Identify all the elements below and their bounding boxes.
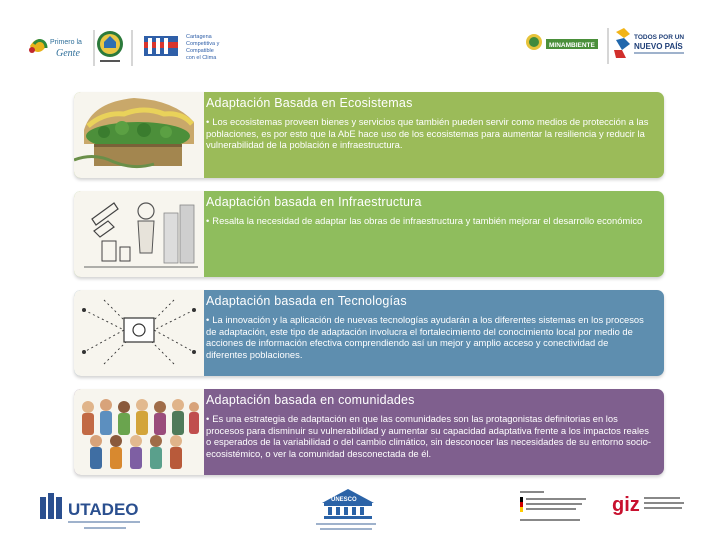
partner-logos-right: [516, 22, 696, 70]
bullet-dot: •: [206, 314, 210, 325]
card-title: Adaptación basada en Tecnologías: [206, 294, 407, 308]
unesco-logo: [316, 489, 376, 530]
card-bullet: [206, 116, 652, 151]
ecosystem-illustration: [74, 92, 204, 178]
todos-line2: NUEVO PAÍS: [634, 42, 683, 51]
logo1-line2: Gente: [56, 48, 80, 59]
giz-logo: [612, 494, 684, 516]
people-group: [82, 399, 199, 469]
card-bullet: [206, 314, 652, 360]
partner-logos-left: [24, 24, 244, 72]
card-bullet-text: Es una estrategia de adaptación en que las comunidades son las protagonistas definitorias en los procesos para disminuir su vulnerabilidad y aumentar su capacidad adaptativa frente a los impactos reales o esperados de la variabilidad o del cambio climático, sin desconocer las necesidades de su entorno socio-ecosistémico, o ver la comunidad desconectada de él.: [206, 413, 652, 459]
unesco-text: UNESCO: [331, 497, 357, 503]
german-ministry-logo: [520, 491, 586, 521]
giz-text: giz: [612, 494, 640, 516]
card-bullet-text: Resalta la necesidad de adaptar las obras de infraestructura y también mejorar el desarrollo económico: [212, 215, 643, 226]
utadeo-logo: [40, 493, 140, 529]
infrastructure-illustration: [74, 191, 204, 277]
community-illustration: [74, 389, 204, 475]
logo3-line2: Competitiva y: [186, 41, 220, 47]
minambiente-logo: [526, 34, 598, 50]
card-adaptacion-comunidades: [74, 389, 664, 475]
card-adaptacion-tecnologias: [74, 290, 664, 376]
card-adaptacion-ecosistemas: [74, 92, 664, 178]
utadeo-text: UTADEO: [68, 500, 139, 519]
card-adaptacion-infraestructura: [74, 191, 664, 277]
footer-logos: [0, 485, 720, 540]
header-logos: [0, 0, 720, 80]
bullet-dot: •: [206, 413, 210, 424]
bullet-dot: •: [206, 116, 210, 127]
cartagena-logo: [144, 34, 220, 61]
logo3-line3: Compatible: [186, 48, 214, 54]
bullet-dot: •: [206, 215, 210, 226]
card-title: Adaptación basada en comunidades: [206, 393, 415, 407]
logo1-line1: Primero la: [50, 39, 82, 46]
primero-la-gente-logo: [29, 39, 82, 59]
logo3-line4: con el Clima: [186, 55, 217, 61]
footer-logo-strip: [0, 485, 720, 540]
card-bullet-text: Los ecosistemas proveen bienes y servicios que también pueden servir como medios de protección a las poblaciones, es por esto que la AbE hace uso de los ecosistemas para aumentar la resiliencia y reducir la vulnerabilidad de la población e infraestructura.: [206, 116, 649, 151]
logo3-line1: Cartagena: [186, 34, 212, 40]
todos-por-un-nuevo-pais-logo: [614, 28, 684, 58]
card-bullet: [206, 215, 652, 227]
minambiente-text: MINAMBIENTE: [549, 42, 595, 49]
card-bullet-text: La innovación y la aplicación de nuevas tecnologías ayudarán a los diferentes sistemas en los procesos de adaptación, este tipo de adaptación involucra el fortalecimiento del conocimiento local por medio de acciones de información efectiva comprendiendo así un mejor y amplio acceso y conectividad de diferentes poblaciones.: [206, 314, 644, 360]
card-title: Adaptación basada en Infraestructura: [206, 195, 422, 209]
todos-line1: TODOS POR UN: [634, 34, 685, 41]
card-bullet: [206, 413, 652, 459]
technology-illustration: [74, 290, 204, 376]
card-title: Adaptación Basada en Ecosistemas: [206, 96, 413, 110]
coat-of-arms-logo: [97, 31, 123, 62]
